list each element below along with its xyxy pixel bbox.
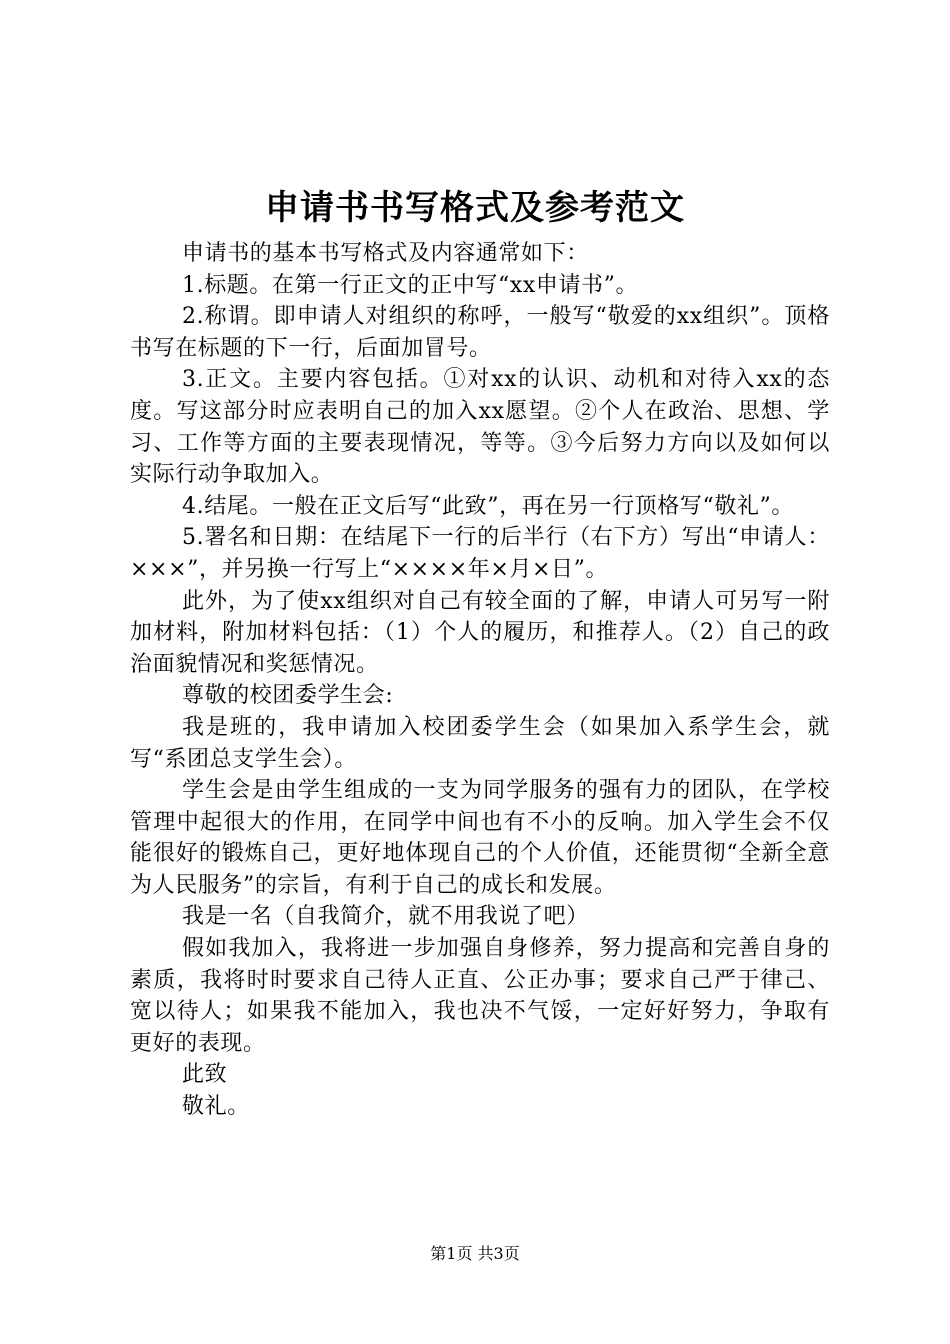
document-body	[130, 238, 830, 1123]
paragraph-cizhi: 此致	[182, 1062, 228, 1088]
paragraph-jingli: 敬礼。	[182, 1094, 250, 1120]
paragraph-body-rule: 3.正文。主要内容包括。①对xx的认识、动机和对待入xx的态度。写这部分时应表明自己的加入xx愿望。②个人在政治、思想、学习、工作等方面的主要表现情况，等等。③今后努力方向以及如何以实际行动争取加入。	[130, 367, 830, 488]
paragraph-application: 我是班的，我申请加入校团委学生会（如果加入系学生会，就写“系团总支学生会）。	[130, 714, 830, 772]
paragraph-student-union: 学生会是由学生组成的一支为同学服务的强有力的团队，在学校管理中起很大的作用，在同学中间也有不小的反响。加入学生会不仅能很好的锻炼自己，更好地体现自己的个人价值，还能贯彻“全新全意为人民服务”的宗旨，有利于自己的成长和发展。	[130, 778, 830, 898]
paragraph-additional-materials: 此外，为了使xx组织对自己有较全面的了解，申请人可另写一附加材料，附加材料包括：（1）个人的履历，和推荐人。（2）自己的政治面貌情况和奖惩情况。	[130, 588, 830, 677]
paragraph-commitment: 假如我加入，我将进一步加强自身修养，努力提高和完善自身的素质，我将时时要求自己待人正直、公正办事；要求自己严于律己、宽以待人；如果我不能加入，我也决不气馁，一定好好努力，争取有更好的表现。	[130, 936, 830, 1056]
paragraph-closing-rule: 4.结尾。一般在正文后写“此致”，再在另一行顶格写“敬礼”。	[182, 493, 794, 519]
paragraph-signature-rule: 5.署名和日期：在结尾下一行的后半行（右下方）写出“申请人：×××”，并另换一行写上“××××年×月×日”。	[130, 525, 830, 582]
paragraph-self-intro: 我是一名（自我简介，就不用我说了吧）	[182, 904, 589, 930]
paragraph-salutation-rule: 2.称谓。即申请人对组织的称呼，一般写“敬爱的xx组织”。顶格书写在标题的下一行，后面加冒号。	[130, 304, 830, 361]
page-title: 申请书书写格式及参考范文	[265, 188, 685, 228]
paragraph-greeting: 尊敬的校团委学生会:	[182, 683, 394, 709]
page-number: 第1页 共3页	[430, 1244, 520, 1263]
paragraph-intro: 申请书的基本书写格式及内容通常如下：	[182, 241, 589, 266]
paragraph-title-rule: 1.标题。在第一行正文的正中写“xx申请书”。	[182, 272, 639, 298]
